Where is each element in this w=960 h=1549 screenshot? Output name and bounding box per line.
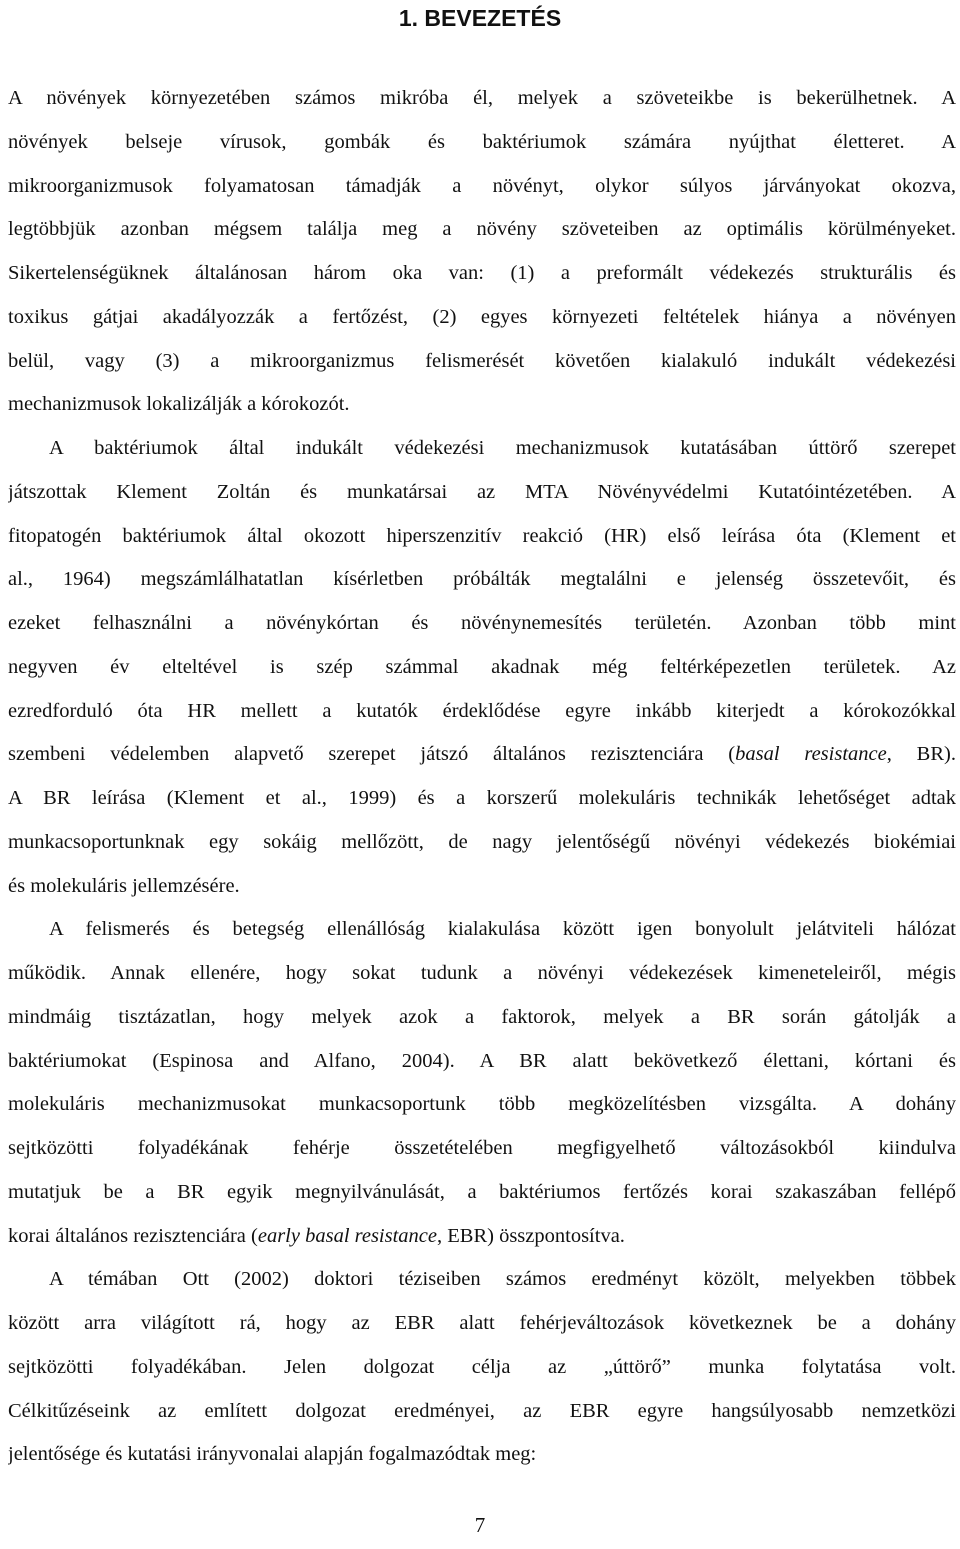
section-heading: 1. BEVEZETÉS [398,5,562,31]
text-line: A baktériumok által indukált védekezési mechanizmusok kutatásában úttörő szerepet [49,437,956,459]
text-line: fitopatogén baktériumok által okozott hiperszenzitív reakció (HR) első leírása óta (Klement et [8,524,956,547]
text-line: játszottak Klement Zoltán és munkatársai az MTA Növényvédelmi Kutatóintézetében. A [8,480,956,503]
text-run: korai általános rezisztenciára ( [8,1224,258,1247]
text-line: működik. Annak ellenére, hogy sokat tudunk a növényi védekezések kimeneteleiről, mégis [8,962,956,984]
text-line: al., 1964) megszámlálhatatlan kísérletben próbálták megtalálni e jelenség összetevőit, és [8,568,956,591]
text-line: növények belseje vírusok, gombák és baktériumok számára nyújthat életteret. A [8,130,956,153]
italic-term: basal resistance [735,743,887,766]
text-line: A témában Ott (2002) doktori téziseiben számos eredményt közölt, melyekben többek [49,1268,956,1291]
text-line: jelentősége és kutatási irányvonalai alapján fogalmazódtak meg: [8,1443,537,1466]
text-line: munkacsoportunknak egy sokáig mellőzött, de nagy jelentőségű növényi védekezés biokémiai [8,830,956,853]
text-line: mutatjuk be a BR egyik megnyilvánulását, a baktériumos fertőzés korai szakaszában fellépő [8,1180,956,1203]
text-run: , EBR) összpontosítva. [437,1224,625,1247]
text-line [8,741,956,767]
text-line: negyven év elteltével is szép számmal akadnak még feltérképezetlen területek. Az [8,655,956,678]
text-line: ezredforduló óta HR mellett a kutatók érdeklődése egyre inkább kiterjedt a kórokozókkal [8,699,956,722]
italic-term: early basal resistance [257,1224,437,1247]
text-line: legtöbbjük azonban mégsem találja meg a növény szöveteiben az optimális körülményeket. [8,218,956,241]
text-line: Célkitűzéseink az említett dolgozat eredményei, az EBR egyre hangsúlyosabb nemzetközi [8,1399,956,1422]
text-line: mikroorganizmusok folyamatosan támadják a növényt, olykor súlyos járványokat okozva, [8,174,956,197]
text-line: mindmáig tisztázatlan, hogy melyek azok a faktorok, melyek a BR során gátolják a [8,1005,956,1028]
page-number: 7 [474,1513,486,1537]
text-line: között arra világított rá, hogy az EBR alatt fehérjeváltozások következnek be a dohány [8,1312,956,1334]
text-line: sejtközötti folyadékának fehérje összetételében megfigyelhető változásokból kiindulva [8,1137,956,1159]
text-line [8,1223,956,1249]
text-line: sejtközötti folyadékában. Jelen dolgozat célja az „úttörő” munka folytatása volt. [8,1355,956,1378]
text-line: toxikus gátjai akadályozzák a fertőzést, (2) egyes környezeti feltételek hiánya a növényen [8,305,956,328]
text-line: belül, vagy (3) a mikroorganizmus felismerését követően kialakuló indukált védekezési [8,349,956,372]
text-run: , BR). [886,743,956,766]
text-line: molekuláris mechanizmusokat munkacsoportunk több megközelítésben vizsgálta. A dohány [8,1093,956,1116]
text-line: A növények környezetében számos mikróba él, melyek a szöveteikbe is bekerülhetnek. A [8,87,956,109]
text-line: A BR leírása (Klement et al., 1999) és a korszerű molekuláris technikák lehetőséget adtak [8,787,956,809]
text-run: szembeni védelemben alapvető szerepet játszó általános rezisztenciára ( [8,743,736,766]
text-line: Sikertelenségüknek általánosan három oka van: (1) a preformált védekezés strukturális és [8,262,956,284]
text-line: ezeket felhasználni a növénykórtan és növénynemesítés területén. Azonban több mint [8,612,956,634]
text-line: baktériumokat (Espinosa and Alfano, 2004). A BR alatt bekövetkező élettani, kórtani és [8,1049,956,1072]
text-line: A felismerés és betegség ellenállóság kialakulása között igen bonyolult jelátviteli hálózat [49,918,956,941]
text-line: és molekuláris jellemzésére. [8,874,240,897]
text-line: mechanizmusok lokalizálják a kórokozót. [8,393,350,416]
